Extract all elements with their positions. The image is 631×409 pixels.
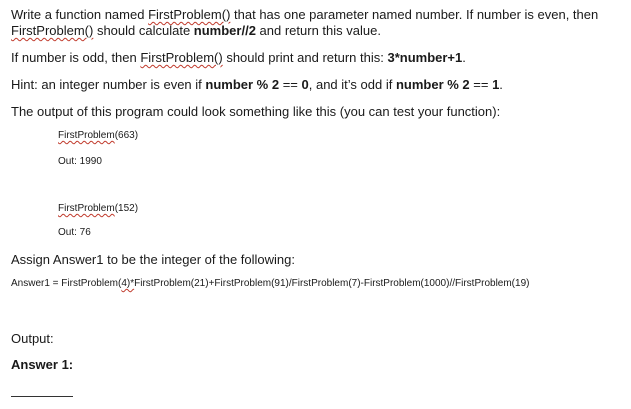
answer-blank-line — [11, 396, 73, 397]
function-name: FirstProblem() — [140, 50, 223, 65]
text: , and it’s odd if — [308, 77, 396, 92]
text: and return this value. — [255, 23, 381, 38]
text: == — [279, 77, 302, 92]
bold-expression: number % 2 — [395, 77, 470, 92]
text: == — [469, 77, 493, 92]
text: Hint: an integer number is even if — [11, 77, 206, 92]
text: Write a function named — [11, 7, 149, 22]
bold-expression: number % 2 — [205, 77, 280, 92]
example-1-output: Out: 1990 — [58, 156, 102, 167]
assign-instruction: Assign Answer1 to be the integer of the following: — [11, 252, 296, 267]
function-name: FirstProblem — [58, 130, 115, 141]
problem-statement-line-2 — [11, 23, 381, 38]
example-1-call — [58, 130, 138, 142]
text: FirstProblem(21)+FirstProblem(91)/FirstProblem(7)-FirstProblem(1000)//FirstProblem(19) — [134, 278, 530, 289]
bold-expression: 3*number+1 — [387, 50, 463, 65]
argument: (152) — [114, 203, 139, 214]
odd-case-line — [11, 50, 466, 65]
problem-statement-line-1 — [11, 7, 598, 22]
example-2-output: Out: 76 — [58, 227, 91, 238]
output-intro-line: The output of this program could look something like this (you can test your function): — [11, 104, 501, 119]
text: that has one parameter named number. If number is even, then — [230, 7, 599, 22]
text: . — [462, 50, 466, 65]
bold-expression: 0 — [301, 77, 309, 92]
text: should calculate — [93, 23, 194, 38]
answer-label — [11, 357, 73, 372]
text: . — [499, 77, 503, 92]
text: Answer1 = FirstProblem( — [11, 278, 122, 289]
function-name: FirstProblem() — [148, 7, 231, 22]
argument: (663) — [114, 130, 139, 141]
example-2-call — [58, 203, 138, 215]
answer-label-text: Answer 1: — [11, 357, 74, 372]
bold-expression: 1 — [492, 77, 500, 92]
function-name: FirstProblem — [58, 203, 115, 214]
text: should print and return this: — [222, 50, 388, 65]
answer-expression — [11, 278, 529, 290]
output-label: Output: — [11, 331, 54, 346]
hint-line — [11, 77, 503, 92]
bold-expression: number//2 — [193, 23, 256, 38]
flagged-text: 4)* — [121, 278, 135, 289]
function-name: FirstProblem() — [11, 23, 94, 38]
text: If number is odd, then — [11, 50, 141, 65]
